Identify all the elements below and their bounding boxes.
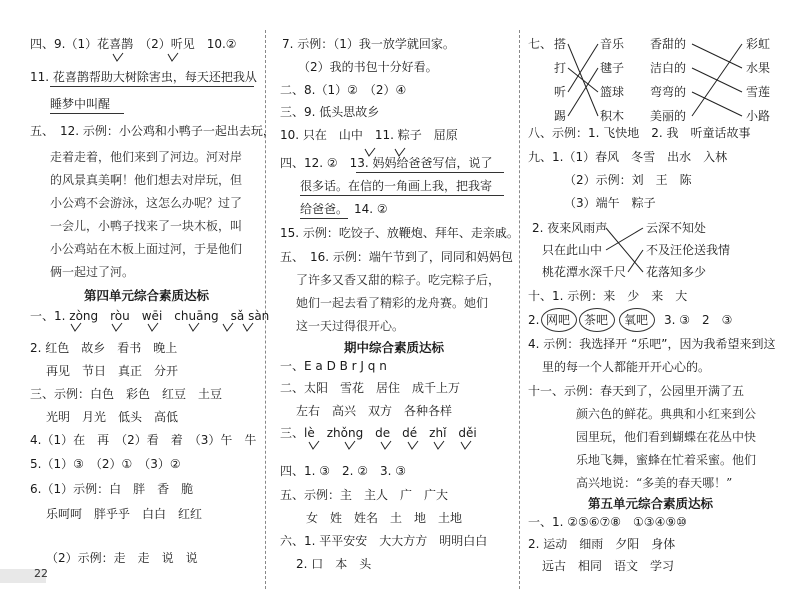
answer-line: 里的每一个人都能开开心心的。	[542, 360, 711, 374]
answer-line: 远古 相同 语文 学习	[542, 559, 675, 573]
match-left-item: 美丽的	[650, 109, 687, 123]
match-left-item: 打	[554, 61, 567, 75]
column-middle	[266, 0, 518, 603]
answer-line: 15. 示例：吃饺子、放鞭炮、拜年、走亲戚。	[280, 226, 519, 240]
match-right-item: 篮球	[600, 85, 625, 99]
match-left-item: 香甜的	[650, 37, 687, 51]
answer-line: 5.（1）③ （2）① （3）②	[30, 457, 181, 471]
check-mark-icon	[111, 322, 123, 332]
answer-line: 二、8.（1）② （2）④	[280, 83, 407, 97]
check-mark-icon	[167, 52, 179, 62]
match-left-item: 踢	[554, 109, 567, 123]
answer-line: 再见 节日 真正 分开	[46, 364, 179, 378]
answer-line: 二、太阳 雪花 居住 成千上万	[280, 381, 461, 395]
answer-line: 走着走着，他们来到了河边。河对岸	[50, 150, 243, 164]
answer-line: 她们一起去看了精彩的龙舟赛。她们	[296, 296, 489, 310]
check-mark-icon	[460, 440, 472, 450]
match-left-item: 洁白的	[650, 61, 687, 75]
answer-line: 俩一起过了河。	[50, 265, 135, 279]
match-left-item: 听	[554, 85, 567, 99]
answer-line: 九、1.（1）春风 冬雪 出水 入林	[528, 150, 728, 164]
matching-lines	[520, 0, 800, 300]
check-mark-icon	[344, 440, 356, 450]
match-right-item: 音乐	[600, 37, 625, 51]
answer-label: 2.	[528, 313, 540, 327]
check-mark-icon	[188, 322, 200, 332]
answer-line: 4.（1）在 再 （2）看 着 （3）午 牛	[30, 433, 257, 447]
answer-line: 2. 口 本 头	[296, 557, 372, 571]
answer-line: 三、9. 低头思故乡	[280, 105, 380, 119]
check-mark-icon	[222, 322, 234, 332]
check-mark-icon	[407, 440, 419, 450]
answer-line: 2. 红色 故乡 看书 晚上	[30, 341, 178, 355]
answer-line: 7. 示例：（1）我一放学就回家。	[282, 37, 455, 51]
circled-answer: 氧吧	[624, 313, 649, 327]
match-right-item: 积木	[600, 109, 625, 123]
answer-line: 一、E a D B r J q n	[280, 359, 387, 373]
answer-line: 园里玩，他们看到蝴蝶在花丛中快	[576, 430, 757, 444]
underline	[50, 113, 124, 114]
answer-line: 五、 16. 示例：端午节到了，同同和妈妈包	[280, 250, 513, 264]
underline	[356, 172, 504, 173]
underline	[50, 86, 254, 87]
check-mark-icon	[70, 322, 82, 332]
answer-line: 的风景真美啊！他们想去对岸玩，但	[50, 173, 243, 187]
answer-line: 三、lè zhǒng de dé zhǐ děi	[280, 426, 477, 440]
column-right	[520, 0, 800, 603]
match-right-item: 彩虹	[746, 37, 771, 51]
poem-right-line: 云深不知处	[646, 221, 707, 235]
check-mark-icon	[112, 52, 124, 62]
answer-line: 睡梦中叫醒	[50, 97, 111, 111]
question-label: 七、	[528, 37, 553, 51]
answer-line: 左右 高兴 双方 各种各样	[296, 404, 453, 418]
answer-line: 小公鸡站在木板上面过河，于是他们	[50, 242, 243, 256]
column-left	[0, 0, 275, 603]
answer-line: 了许多又香又甜的粽子。吃完粽子后，	[296, 273, 501, 287]
answer-line: 2. 运动 细雨 夕阳 身体	[528, 537, 676, 551]
page-number: 22	[34, 567, 48, 580]
answer-line: （2）我的书包十分好看。	[298, 60, 438, 74]
poem-left-line: 只在此山中	[542, 243, 603, 257]
check-mark-icon	[433, 440, 445, 450]
answer-line: 四、12. ② 13. 妈妈给爸爸写信，说了	[280, 156, 493, 170]
answer-line: 颜六色的鲜花。典典和小红来到公	[576, 407, 757, 421]
check-mark-icon	[147, 322, 159, 332]
answer-line: 四、9.（1）花喜鹊 （2）听见 10.②	[30, 37, 237, 51]
answer-line: 高兴地说：“多美的春天哪！”	[576, 476, 733, 490]
underline	[300, 218, 348, 219]
answer-line: 五、 12. 示例：小公鸡和小鸭子一起出去玩，	[30, 124, 275, 138]
poem-left-line: 2. 夜来风雨声	[532, 221, 608, 235]
answer-line: 女 姓 姓名 土 地 土地	[306, 511, 463, 525]
circled-answer: 网吧	[546, 313, 571, 327]
answer-line: 光明 月光 低头 高低	[46, 410, 179, 424]
answer-line: 三、示例：白色 彩色 红豆 土豆	[30, 387, 223, 401]
check-mark-icon	[242, 322, 254, 332]
poem-left-line: 桃花潭水深千尺	[542, 265, 627, 279]
match-left-item: 弯弯的	[650, 85, 687, 99]
answer-line: 6.（1）示例：白 胖 香 脆	[30, 482, 194, 496]
answer-line: 10. 只在 山中 11. 粽子 屈原	[280, 128, 458, 142]
answer-line: （2）示例：走 走 说 说	[46, 551, 198, 565]
answer-line: 一、1. ②⑤⑥⑦⑧ ①③④⑨⑩	[528, 515, 687, 529]
answer-line: 四、1. ③ 2. ② 3. ③	[280, 464, 407, 478]
match-right-item: 毽子	[600, 61, 625, 75]
section-title: 期中综合素质达标	[344, 340, 445, 355]
answer-line: 乐地飞舞，蜜蜂在忙着采蜜。他们	[576, 453, 757, 467]
answer-line: 11. 花喜鹊帮助大树除害虫，每天还把我从	[30, 70, 257, 84]
answer-line: 五、示例：主 主人 广 广大	[280, 488, 449, 502]
check-mark-icon	[308, 440, 320, 450]
answer-line: 六、1. 平平安安 大大方方 明明白白	[280, 534, 488, 548]
circled-answer: 茶吧	[584, 313, 609, 327]
match-right-item: 雪莲	[746, 85, 771, 99]
answer-line: 这一天过得很开心。	[296, 319, 405, 333]
poem-right-line: 不及汪伦送我情	[646, 243, 731, 257]
answer-line: 八、示例：1. 飞快地 2. 我 听童话故事	[528, 126, 751, 140]
answer-line: 十、1. 示例：来 少 来 大	[528, 289, 688, 303]
underline	[300, 195, 504, 196]
section-title: 第五单元综合素质达标	[588, 496, 714, 511]
match-right-item: 水果	[746, 61, 771, 75]
check-mark-icon	[380, 440, 392, 450]
answer-line: 很多话。在信的一角画上我，把我寄	[300, 179, 493, 193]
answer-line: 小公鸡不会游泳，这怎么办呢？过了	[50, 196, 243, 210]
match-left-item: 搭	[554, 37, 567, 51]
section-title: 第四单元综合素质达标	[84, 288, 210, 303]
answer-line: 一会儿，小鸭子找来了一块木板，叫	[50, 219, 243, 233]
match-right-item: 小路	[746, 109, 771, 123]
answer-line: 十一、示例：春天到了，公园里开满了五	[528, 384, 745, 398]
answer-line: 乐呵呵 胖乎乎 白白 红红	[46, 507, 203, 521]
answer-line: 给爸爸。 14. ②	[300, 202, 388, 216]
answer-line: 3. ③ 2 ③	[664, 313, 733, 327]
answer-line: 一、1. zòng ròu wēi chuāng sǎ sàn	[30, 309, 270, 323]
answer-line: （2）示例：刘 王 陈	[564, 173, 692, 187]
answer-line: （3）端午 粽子	[564, 196, 656, 210]
poem-right-line: 花落知多少	[646, 265, 707, 279]
answer-line: 4. 示例：我选择开 “乐吧”，因为我希望来到这	[528, 337, 776, 351]
